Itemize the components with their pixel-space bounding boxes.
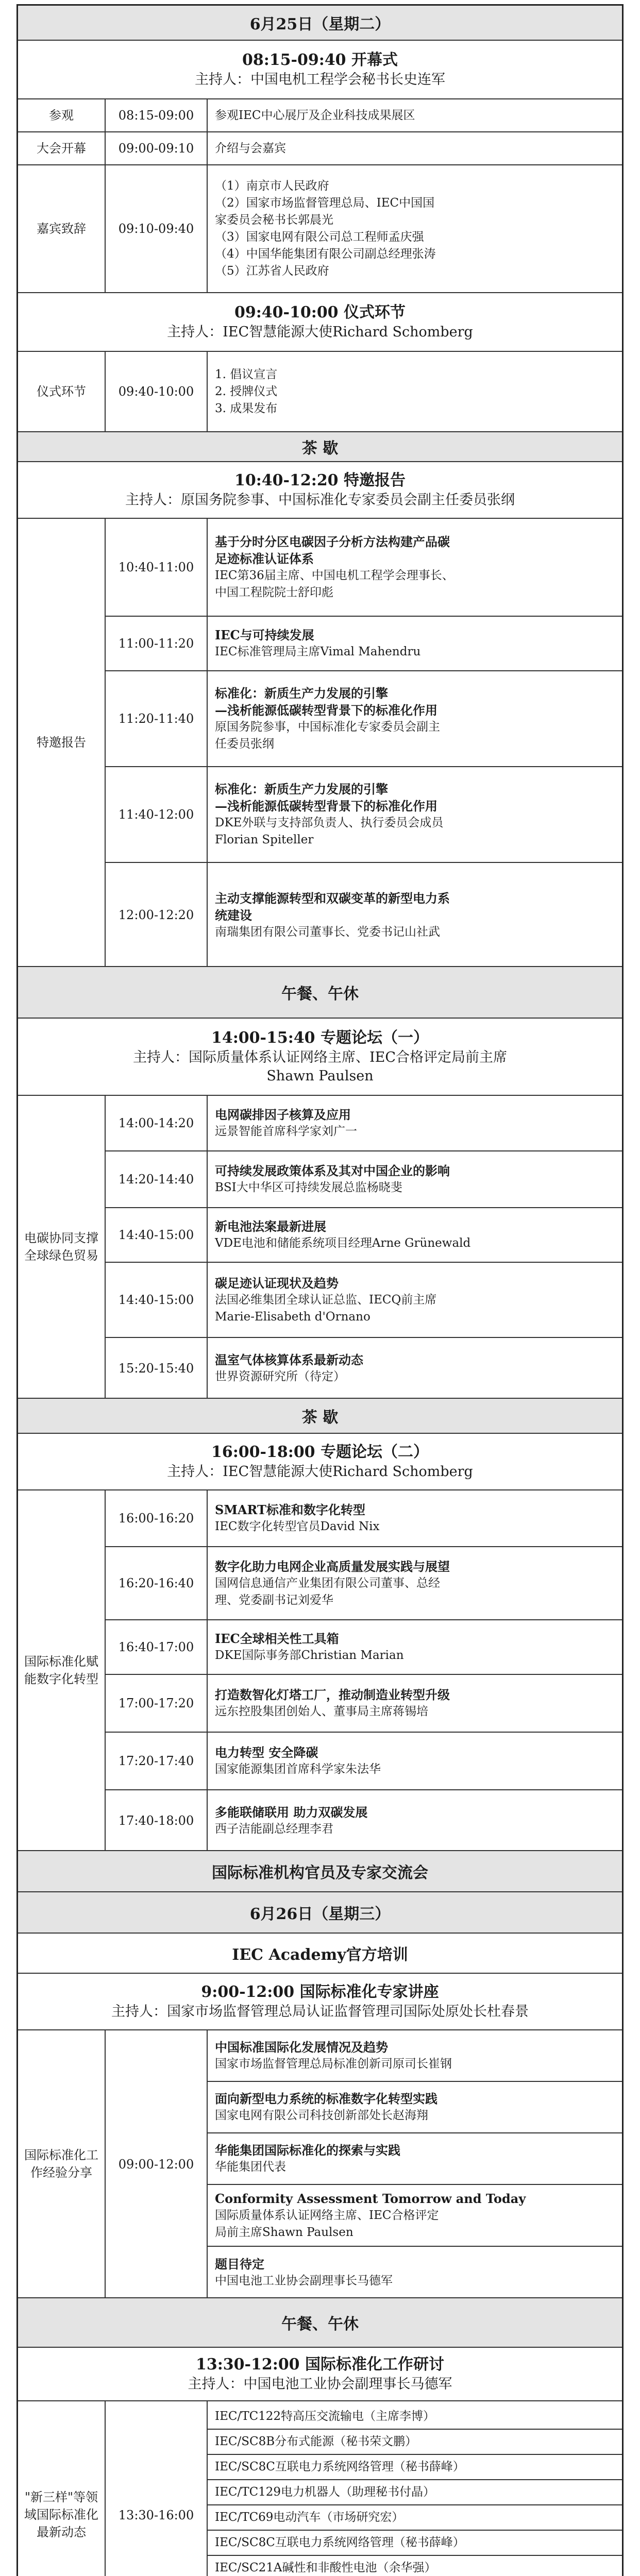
keynote-section bbox=[18, 519, 622, 967]
talk-time: 17:40-18:00 bbox=[106, 1790, 208, 1851]
talk-speaker: 法国必维集团全球认证总监、IECQ前主席 bbox=[215, 1293, 437, 1307]
lecture-item-speaker: 国际质量体系认证网络主席、IEC合格评定 bbox=[215, 2208, 439, 2222]
row-line: 介绍与会嘉宾 bbox=[215, 141, 286, 155]
keynote-host: 主持人：原国务院参事、中国标准化专家委员会副主任委员张纲 bbox=[125, 492, 515, 508]
workshop-time: 13:30-16:00 bbox=[106, 2401, 208, 2576]
forum2-title: 16:00-18:00 专题论坛（二） bbox=[211, 1443, 429, 1461]
keynote-session-header bbox=[18, 462, 622, 519]
lecture-item-speaker: 局前主席Shawn Paulsen bbox=[215, 2225, 353, 2239]
talk-speaker: 远景智能首席科学家刘广一 bbox=[215, 1125, 357, 1138]
talk-time: 15:20-15:40 bbox=[106, 1338, 208, 1399]
tea-break-label: 茶 歇 bbox=[301, 439, 339, 457]
lecture-item-title: 中国标准国际化发展情况及趋势 bbox=[215, 2040, 388, 2055]
day2-date: 6月26日（星期三） bbox=[249, 1905, 391, 1923]
talk-speaker: DKE国际事务部Christian Marian bbox=[215, 1649, 404, 1662]
talk-time: 16:40-17:00 bbox=[106, 1620, 208, 1674]
opening-row-visit bbox=[18, 99, 622, 132]
row-line: （4）中国华能集团有限公司副总经理张涛 bbox=[215, 247, 436, 261]
lecture-item bbox=[208, 2247, 622, 2298]
row-label: 仪式环节 bbox=[18, 352, 106, 431]
forum1-title: 14:00-15:40 专题论坛（一） bbox=[211, 1029, 429, 1047]
talk-row bbox=[106, 863, 622, 967]
lecture-item-title: 华能集团国际标准化的探索与实践 bbox=[215, 2143, 400, 2158]
talk-title: 主动支撑能源转型和双碳变革的新型电力系 bbox=[215, 890, 450, 906]
workshop-item: IEC/SC8C互联电力系统网络管理（秘书薛峰） bbox=[208, 2531, 622, 2556]
workshop-title: 13:30-12:00 国际标准化工作研讨 bbox=[195, 2355, 445, 2374]
opening-host: 主持人：中国电机工程学会秘书长史连军 bbox=[195, 72, 445, 88]
workshop-host: 主持人：中国电池工业协会副理事长马德军 bbox=[188, 2376, 452, 2392]
day1-date-bar bbox=[18, 6, 622, 41]
talk-title: SMART标准和数字化转型 bbox=[215, 1502, 365, 1517]
talk-time: 11:20-11:40 bbox=[106, 671, 208, 766]
opening-title: 08:15-09:40 开幕式 bbox=[242, 51, 398, 69]
talk-time: 10:40-11:00 bbox=[106, 519, 208, 616]
talk-row bbox=[106, 1096, 622, 1151]
lecture-item-title: 面向新型电力系统的标准数字化转型实践 bbox=[215, 2091, 437, 2106]
lecture-item bbox=[208, 2133, 622, 2185]
workshop-item: IEC/SC8B分布式能源（秘书荣文鹏） bbox=[208, 2430, 622, 2455]
talk-time: 14:00-14:20 bbox=[106, 1096, 208, 1150]
lecture-item-speaker: 中国电池工业协会副理事长马德军 bbox=[215, 2274, 393, 2287]
talk-title: IEC全球相关性工具箱 bbox=[215, 1631, 339, 1646]
row-line: （3）国家电网有限公司总工程师孟庆强 bbox=[215, 230, 424, 244]
lecture-item bbox=[208, 2030, 622, 2082]
exchange-bar bbox=[18, 1851, 622, 1892]
talk-speaker: 中国工程院院士舒印彪 bbox=[215, 586, 333, 599]
talk-speaker: IEC第36届主席、中国电机工程学会理事长、 bbox=[215, 569, 454, 582]
talk-speaker: 远东控股集团创始人、董事局主席蒋锡培 bbox=[215, 1705, 428, 1718]
talk-title: —浅析能源低碳转型背景下的标准化作用 bbox=[215, 703, 437, 718]
workshop-list bbox=[208, 2401, 622, 2576]
talk-time: 11:00-11:20 bbox=[106, 617, 208, 670]
talk-row bbox=[106, 617, 622, 671]
lecture-session-header bbox=[18, 1974, 622, 2030]
tea-break-label: 茶 歇 bbox=[301, 1409, 339, 1427]
row-line: （1）南京市人民政府 bbox=[215, 179, 329, 193]
talk-title: —浅析能源低碳转型背景下的标准化作用 bbox=[215, 799, 437, 814]
lecture-item-speaker: 国家市场监督管理总局标准创新司原司长崔钢 bbox=[215, 2057, 452, 2071]
talk-time: 14:20-14:40 bbox=[106, 1151, 208, 1207]
tea-break-bar bbox=[18, 1399, 622, 1434]
forum1-session-header bbox=[18, 1019, 622, 1096]
row-line: 家委员会秘书长郭晨光 bbox=[215, 213, 333, 227]
lunch-label: 午餐、午休 bbox=[281, 985, 359, 1003]
talk-title: 统建设 bbox=[215, 907, 252, 923]
row-time: 08:15-09:00 bbox=[106, 99, 208, 131]
talk-speaker: BSI大中华区可持续发展总监杨晓斐 bbox=[215, 1181, 402, 1194]
talk-title: 标准化：新质生产力发展的引擎 bbox=[215, 686, 388, 701]
lecture-item bbox=[208, 2082, 622, 2133]
row-line: 3. 成果发布 bbox=[215, 401, 278, 415]
talk-title: 数字化助力电网企业高质量发展实践与展望 bbox=[215, 1558, 450, 1574]
talk-row bbox=[106, 519, 622, 617]
lecture-title: 9:00-12:00 国际标准化专家讲座 bbox=[201, 1983, 439, 2001]
keynote-title: 10:40-12:20 特邀报告 bbox=[234, 471, 406, 489]
row-line: 2. 授牌仪式 bbox=[215, 384, 278, 398]
row-label: 大会开幕 bbox=[18, 132, 106, 164]
lecture-item-title: Conformity Assessment Tomorrow and Today bbox=[215, 2191, 526, 2206]
talk-speaker: 国家能源集团首席科学家朱法华 bbox=[215, 1762, 381, 1776]
opening-session-header bbox=[18, 41, 622, 99]
talk-title: 可持续发展政策体系及其对中国企业的影响 bbox=[215, 1163, 450, 1178]
academy-label: IEC Academy官方培训 bbox=[232, 1946, 408, 1964]
lecture-item-title: 题目待定 bbox=[215, 2257, 264, 2272]
opening-row-speeches bbox=[18, 165, 622, 293]
row-label: 嘉宾致辞 bbox=[18, 165, 106, 292]
agenda-table bbox=[16, 4, 624, 2576]
workshop-item: IEC/SC8C互联电力系统网络管理（秘书薛峰） bbox=[208, 2455, 622, 2480]
talk-title: 多能联储联用 助力双碳发展 bbox=[215, 1805, 368, 1820]
forum1-section bbox=[18, 1096, 622, 1399]
talk-time: 11:40-12:00 bbox=[106, 767, 208, 862]
talk-row bbox=[106, 1790, 622, 1851]
section-label: 国际标准化工作经验分享 bbox=[18, 2030, 106, 2297]
academy-bar bbox=[18, 1934, 622, 1974]
talk-title: 标准化：新质生产力发展的引擎 bbox=[215, 782, 388, 796]
lecture-time: 09:00-12:00 bbox=[106, 2030, 208, 2298]
lunch-bar bbox=[18, 967, 622, 1019]
talk-row bbox=[106, 1675, 622, 1733]
workshop-session-header bbox=[18, 2348, 622, 2401]
lecture-section bbox=[18, 2030, 622, 2298]
talk-time: 14:40-15:00 bbox=[106, 1208, 208, 1262]
talk-time: 17:00-17:20 bbox=[106, 1675, 208, 1732]
talk-row bbox=[106, 1208, 622, 1263]
talk-title: 电力转型 安全降碳 bbox=[215, 1745, 318, 1760]
talk-row bbox=[106, 1490, 622, 1547]
talk-speaker: IEC数字化转型官员David Nix bbox=[215, 1520, 380, 1533]
workshop-item: IEC/TC69电动汽车（市场研究宏） bbox=[208, 2505, 622, 2531]
lecture-item-speaker: 国家电网有限公司科技创新部处长赵海翔 bbox=[215, 2109, 428, 2122]
talk-speaker: Florian Spiteller bbox=[215, 833, 314, 846]
talk-title: 温室气体核算体系最新动态 bbox=[215, 1352, 363, 1367]
row-line: （5）江苏省人民政府 bbox=[215, 264, 329, 278]
talk-row bbox=[106, 1338, 622, 1399]
talk-speaker: 理、党委副书记刘爱华 bbox=[215, 1593, 333, 1607]
forum1-host-name: Shawn Paulsen bbox=[266, 1068, 374, 1084]
talk-row bbox=[106, 767, 622, 863]
workshop-item: IEC/TC122特高压交流输电（主席李博） bbox=[208, 2404, 622, 2430]
opening-row-open bbox=[18, 132, 622, 165]
row-line: 参观IEC中心展厅及企业科技成果展区 bbox=[215, 108, 415, 122]
forum2-session-header bbox=[18, 1434, 622, 1490]
section-label: 电碳协同支撑全球绿色贸易 bbox=[18, 1096, 106, 1398]
lecture-item-speaker: 华能集团代表 bbox=[215, 2160, 286, 2174]
forum2-host: 主持人：IEC智慧能源大使Richard Schomberg bbox=[167, 1464, 473, 1480]
day2-date-bar bbox=[18, 1892, 622, 1934]
ceremony-host: 主持人：IEC智慧能源大使Richard Schomberg bbox=[167, 324, 473, 340]
talk-row bbox=[106, 1263, 622, 1338]
talk-time: 12:00-12:20 bbox=[106, 863, 208, 967]
talk-row bbox=[106, 671, 622, 767]
talk-time: 16:20-16:40 bbox=[106, 1547, 208, 1619]
talk-row bbox=[106, 1733, 622, 1790]
forum2-section bbox=[18, 1490, 622, 1851]
row-label: 参观 bbox=[18, 99, 106, 131]
talk-row bbox=[106, 1620, 622, 1675]
row-time: 09:10-09:40 bbox=[106, 165, 208, 292]
ceremony-session-header bbox=[18, 293, 622, 352]
lecture-item bbox=[208, 2185, 622, 2247]
talk-title: 打造数智化灯塔工厂，推动制造业转型升级 bbox=[215, 1687, 450, 1702]
workshop-section bbox=[18, 2401, 622, 2576]
talk-title: 电网碳排因子核算及应用 bbox=[215, 1107, 351, 1122]
talk-row bbox=[106, 1547, 622, 1620]
workshop-item: IEC/SC21A碱性和非酸性电池（余华强） bbox=[208, 2556, 622, 2576]
talk-time: 14:40-15:00 bbox=[106, 1263, 208, 1337]
talk-speaker: 国网信息通信产业集团有限公司董事、总经 bbox=[215, 1576, 440, 1590]
lunch-label: 午餐、午休 bbox=[281, 2315, 359, 2333]
talk-speaker: DKE外联与支持部负责人、执行委员会成员 bbox=[215, 816, 444, 829]
row-line: 1. 倡议宣言 bbox=[215, 367, 278, 381]
talk-title: 足迹标准认证体系 bbox=[215, 551, 314, 566]
talk-title: 基于分时分区电碳因子分析方法构建产品碳 bbox=[215, 534, 450, 549]
talk-speaker: IEC标准管理局主席Vimal Mahendru bbox=[215, 645, 421, 658]
talk-speaker: Marie-Elisabeth d'Ornano bbox=[215, 1310, 370, 1324]
talk-speaker: 任委员张纲 bbox=[215, 737, 274, 751]
talk-speaker: 世界资源研究所（待定） bbox=[215, 1370, 345, 1383]
row-time: 09:40-10:00 bbox=[106, 352, 208, 431]
section-label: 特邀报告 bbox=[18, 519, 106, 966]
talk-title: IEC与可持续发展 bbox=[215, 628, 314, 642]
section-label: "新三样"等领域国际标准化最新动态 bbox=[18, 2401, 106, 2576]
exchange-label: 国际标准机构官员及专家交流会 bbox=[212, 1864, 428, 1882]
talk-speaker: 西子洁能副总经理李君 bbox=[215, 1822, 333, 1836]
talk-speaker: VDE电池和储能系统项目经理Arne Grünewald bbox=[215, 1236, 471, 1250]
talk-title: 碳足迹认证现状及趋势 bbox=[215, 1275, 339, 1291]
row-line: （2）国家市场监督管理总局、IEC中国国 bbox=[215, 196, 435, 210]
forum1-host: 主持人：国际质量体系认证网络主席、IEC合格评定局前主席 bbox=[132, 1049, 508, 1065]
row-time: 09:00-09:10 bbox=[106, 132, 208, 164]
workshop-item: IEC/TC129电力机器人（助理秘书付晶） bbox=[208, 2480, 622, 2505]
lunch-bar bbox=[18, 2298, 622, 2348]
tea-break-bar bbox=[18, 432, 622, 462]
talk-speaker: 南瑞集团有限公司董事长、党委书记山社武 bbox=[215, 925, 440, 939]
ceremony-row bbox=[18, 352, 622, 432]
section-label: 国际标准化赋能数字化转型 bbox=[18, 1490, 106, 1850]
lecture-host: 主持人：国家市场监督管理总局认证监督管理司国际处原处长杜春景 bbox=[111, 2004, 529, 2020]
day1-date: 6月25日（星期二） bbox=[249, 15, 391, 33]
talk-speaker: 原国务院参事，中国标准化专家委员会副主 bbox=[215, 720, 440, 734]
talk-row bbox=[106, 1151, 622, 1208]
talk-title: 新电池法案最新进展 bbox=[215, 1219, 326, 1234]
ceremony-title: 09:40-10:00 仪式环节 bbox=[234, 303, 406, 321]
talk-time: 17:20-17:40 bbox=[106, 1733, 208, 1789]
talk-time: 16:00-16:20 bbox=[106, 1490, 208, 1546]
